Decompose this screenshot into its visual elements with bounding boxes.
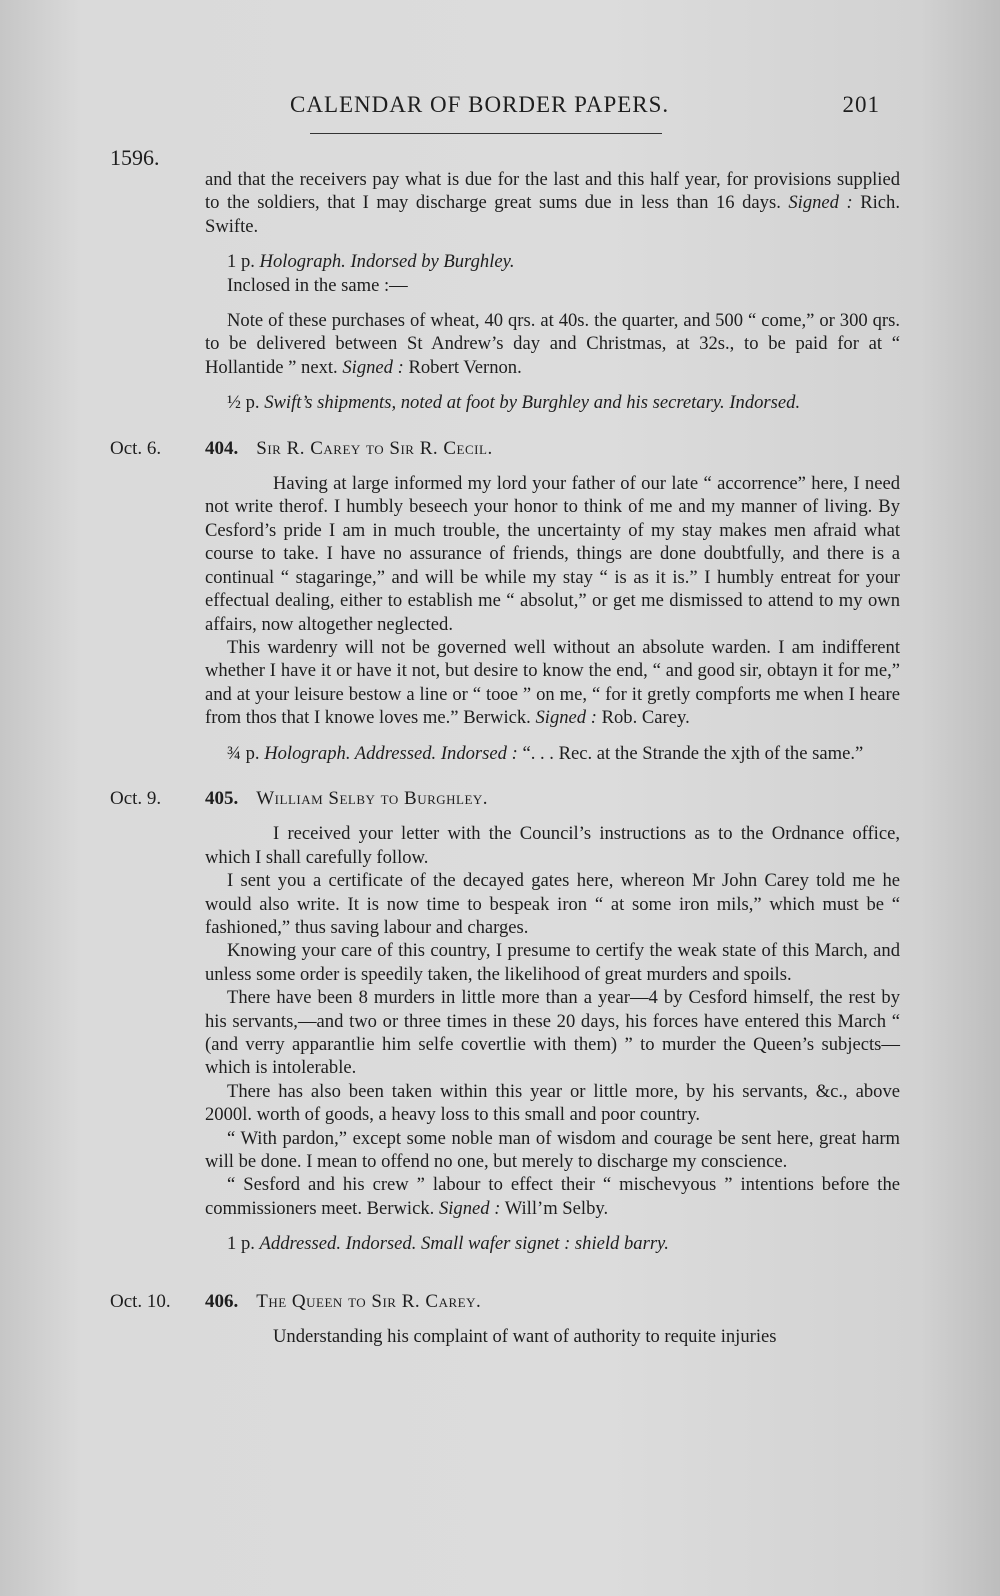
header-rule bbox=[310, 133, 662, 134]
page-content bbox=[110, 168, 900, 1348]
editorial-note: 1 p. Holograph. Indorsed by Burghley. bbox=[227, 251, 515, 273]
entry-paragraph: “ With pardon,” except some noble man of wisdom and courage be sent here, great harm will be done. I mean to offend no one, but merely to discharge my conscience. bbox=[205, 1127, 900, 1173]
signed-label: Signed : bbox=[788, 192, 853, 214]
entry-date: Oct. 10. bbox=[110, 1290, 171, 1312]
entry-paragraph: Knowing your care of this country, I presume to certify the weak state of this March, and unless some order is speedily taken, the likelihood of great murders and spoils. bbox=[205, 940, 900, 985]
inclosure-note-paragraph: Note of these purchases of wheat, 40 qrs. at 40s. the quarter, and 500 “ come,” or 300 qrs. to be delivered between St Andrew’s day and Christmas, at 32s., to be paid for at “ Hollantide ” next. Signed : Robert Vernon. bbox=[205, 310, 900, 378]
entry-paragraph: Understanding his complaint of want of authority to requite injuries bbox=[273, 1326, 777, 1348]
entry-heading bbox=[205, 437, 900, 460]
entry-paragraph: Having at large informed my lord your father of our late “ accorrence” here, I need not write therof. I humbly beseech your honor to think of me and my manner of living. By Cesford’s pride I am in much trouble, the uncertainty of my stay makes men afraid what course to take. I have no assurance of friends, things are done doubtfully, and there is a continual “ stagaringe,” and will be while my stay “ is as it is.” I humbly entreat for your effectual dealing, either to establish me “ absolut,” or get me dismissed to attend to my own affairs, now altogether neglected. bbox=[205, 473, 900, 635]
editorial-note: 1 p. Addressed. Indorsed. Small wafer signet : shield barry. bbox=[227, 1233, 669, 1255]
entry-title: William Selby to Burghley. bbox=[256, 787, 489, 809]
editorial-note: ¾ p. Holograph. Addressed. Indorsed : “. . . Rec. at the Strande the xjth of the same.” bbox=[227, 742, 864, 764]
entry-number: 405. bbox=[205, 787, 239, 809]
running-header bbox=[290, 92, 880, 132]
running-title: CALENDAR OF BORDER PAPERS. bbox=[290, 92, 670, 117]
entry-paragraph: There have been 8 murders in little more than a year—4 by Cesford himself, the rest by his servants,—and two or three times in these 20 days, his forces have entered this March “ (and verry apparantlie him selfe covertlie with them) ” to murder the Queen’s subjects—which is intolerable. bbox=[205, 987, 900, 1079]
page-number: 201 bbox=[842, 92, 880, 117]
signed-name: Rich. Swifte. bbox=[205, 192, 901, 237]
year-marker: 1596. bbox=[110, 145, 160, 170]
entry-405 bbox=[110, 787, 900, 1256]
entry-paragraph: There has also been taken within this year or little more, by his servants, &c., above 2000l. worth of goods, a heavy loss to this small and poor country. bbox=[205, 1080, 900, 1126]
continuation-block bbox=[205, 168, 900, 415]
entry-paragraph: “ Sesford and his crew ” labour to effect their “ mischevyous ” intentions before the commissioners meet. Berwick. Signed : Will’m Selby. bbox=[205, 1174, 900, 1219]
editorial-note: ½ p. Swift’s shipments, noted at foot by Burghley and his secretary. Indorsed. bbox=[227, 392, 801, 414]
entry-paragraph: This wardenry will not be governed well without an absolute warden. I am indifferent whether I have it or have it not, but desire to know the end, “ and good sir, obtayn it for me,” and at your leisure bestow a line or “ tooe ” on me, “ for it gretly compforts me when I heare from thos that I knowe loves me.” Berwick. Signed : Rob. Carey. bbox=[205, 636, 900, 729]
inclosed-line: Inclosed in the same :— bbox=[227, 274, 408, 296]
entry-heading bbox=[205, 1290, 900, 1313]
entry-406 bbox=[110, 1290, 900, 1349]
entry-paragraph: I received your letter with the Council’s instructions as to the Ordnance office, which I shall carefully follow. bbox=[205, 823, 900, 868]
entry-paragraph: I sent you a certificate of the decayed gates here, whereon Mr John Carey told me he would also write. It is now time to bespeak iron “ at some iron mils,” which must be “ fashioned,” thus saving labour and charges. bbox=[205, 870, 900, 938]
entry-date: Oct. 9. bbox=[110, 787, 162, 809]
entry-heading bbox=[205, 787, 900, 810]
continuation-paragraph: and that the receivers pay what is due for the last and this half year, for provisions supplied to the soldiers, that I may discharge great sums due in less than 16 days. Signed : Rich. Swifte. bbox=[205, 169, 901, 237]
entry-number: 404. bbox=[205, 437, 239, 459]
entry-date: Oct. 6. bbox=[110, 437, 162, 459]
entry-404 bbox=[110, 437, 900, 765]
entry-title: The Queen to Sir R. Carey. bbox=[256, 1290, 482, 1312]
entry-title: Sir R. Carey to Sir R. Cecil. bbox=[256, 437, 493, 459]
entry-number: 406. bbox=[205, 1290, 239, 1312]
